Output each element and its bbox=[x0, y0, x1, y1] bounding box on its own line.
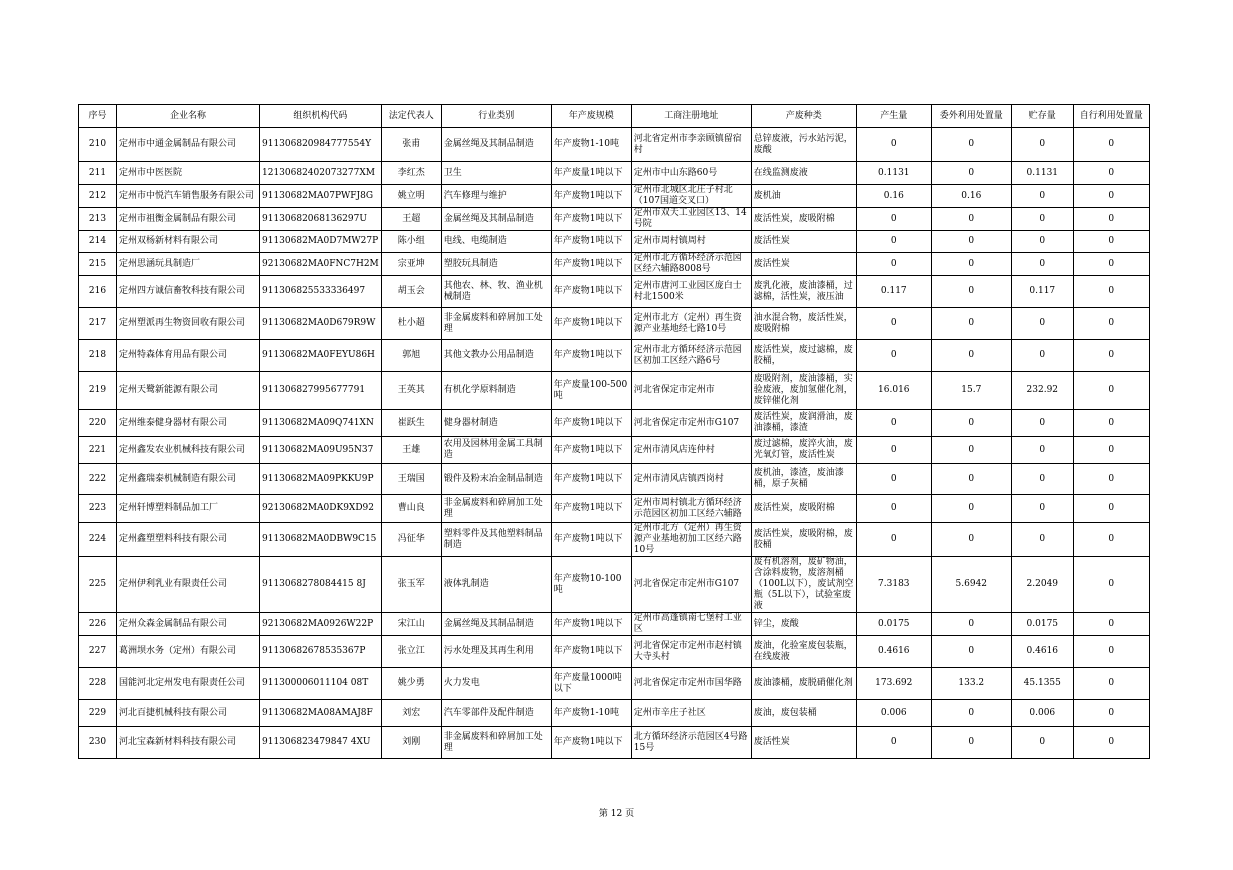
cell-org-code: 91130682MA07PWFJ8G bbox=[260, 185, 382, 208]
cell-company: 定州鑫发农业机械科技有限公司 bbox=[117, 437, 260, 464]
cell-annual-scale: 年产废物1吨以下 bbox=[551, 340, 631, 372]
header-annual-scale: 年产废规模 bbox=[551, 105, 631, 128]
cell-company: 定州鑫塑塑料科技有限公司 bbox=[117, 523, 260, 557]
cell-stored: 45.1355 bbox=[1011, 668, 1073, 700]
table-row bbox=[79, 372, 1150, 410]
cell-seq: 224 bbox=[79, 523, 117, 557]
cell-legal-rep: 杜小超 bbox=[381, 308, 441, 340]
cell-org-code: 9113068278084415 8J bbox=[260, 557, 382, 613]
cell-address: 定州市北方（定州）再生资源产业基地经七路10号 bbox=[631, 308, 751, 340]
cell-org-code: 91130682678535367P bbox=[260, 636, 382, 668]
cell-self-disposed: 0 bbox=[1073, 185, 1149, 208]
cell-generated: 0.16 bbox=[856, 185, 931, 208]
table-row bbox=[79, 700, 1150, 727]
table-row bbox=[79, 464, 1150, 495]
cell-outsourced: 0 bbox=[931, 276, 1011, 308]
table-row bbox=[79, 557, 1150, 613]
cell-outsourced: 0 bbox=[931, 464, 1011, 495]
cell-stored: 0 bbox=[1011, 185, 1073, 208]
cell-generated: 0 bbox=[856, 464, 931, 495]
cell-annual-scale: 年产废物1吨以下 bbox=[551, 185, 631, 208]
cell-company: 定州市中悦汽车销售服务有限公司 bbox=[117, 185, 260, 208]
cell-waste-types: 废油，化验室废包装瓶，在线废液 bbox=[751, 636, 856, 668]
cell-self-disposed: 0 bbox=[1073, 668, 1149, 700]
cell-seq: 213 bbox=[79, 208, 117, 231]
cell-stored: 0 bbox=[1011, 727, 1073, 759]
table-row bbox=[79, 727, 1150, 759]
cell-outsourced: 0 bbox=[931, 128, 1011, 162]
cell-generated: 0 bbox=[856, 340, 931, 372]
cell-annual-scale: 年产废量1吨以下 bbox=[551, 162, 631, 185]
cell-waste-types: 油水混合物，废活性炭，废吸附棉 bbox=[751, 308, 856, 340]
cell-outsourced: 0 bbox=[931, 495, 1011, 523]
cell-company: 国能河北定州发电有限责任公司 bbox=[117, 668, 260, 700]
table-row bbox=[79, 495, 1150, 523]
cell-generated: 0 bbox=[856, 308, 931, 340]
cell-legal-rep: 张甫 bbox=[381, 128, 441, 162]
cell-industry: 汽车修理与维护 bbox=[441, 185, 551, 208]
cell-org-code: 12130682402073277XM bbox=[260, 162, 382, 185]
cell-self-disposed: 0 bbox=[1073, 557, 1149, 613]
cell-legal-rep: 宗亚坤 bbox=[381, 253, 441, 276]
cell-outsourced: 0.16 bbox=[931, 185, 1011, 208]
cell-industry: 非金属废料和碎屑加工处理 bbox=[441, 495, 551, 523]
cell-industry: 卫生 bbox=[441, 162, 551, 185]
cell-generated: 0 bbox=[856, 231, 931, 253]
cell-waste-types: 废活性炭，废过滤棉，废胶桶， bbox=[751, 340, 856, 372]
cell-address: 定州市中山东路60号 bbox=[631, 162, 751, 185]
cell-industry: 非金属废料和碎屑加工处理 bbox=[441, 727, 551, 759]
cell-industry: 健身器材制造 bbox=[441, 410, 551, 437]
cell-address: 河北省定州市李亲顾镇留宿村 bbox=[631, 128, 751, 162]
cell-stored: 0.117 bbox=[1011, 276, 1073, 308]
table-row bbox=[79, 231, 1150, 253]
cell-annual-scale: 年产废物1吨以下 bbox=[551, 727, 631, 759]
table-row bbox=[79, 613, 1150, 636]
cell-seq: 216 bbox=[79, 276, 117, 308]
cell-outsourced: 0 bbox=[931, 700, 1011, 727]
cell-seq: 229 bbox=[79, 700, 117, 727]
cell-company: 河北百捷机械科技有限公司 bbox=[117, 700, 260, 727]
cell-outsourced: 0 bbox=[931, 613, 1011, 636]
cell-generated: 0 bbox=[856, 495, 931, 523]
cell-industry: 塑料零件及其他塑料制品制造 bbox=[441, 523, 551, 557]
cell-outsourced: 0 bbox=[931, 162, 1011, 185]
cell-org-code: 91130682MA0D679R9W bbox=[260, 308, 382, 340]
cell-company: 定州四方诚信畜牧科技有限公司 bbox=[117, 276, 260, 308]
cell-waste-types: 废乳化液，废油漆桶，过滤棉，活性炭，液压油 bbox=[751, 276, 856, 308]
cell-org-code: 911306825533336497 bbox=[260, 276, 382, 308]
header-waste-types: 产废种类 bbox=[751, 105, 856, 128]
cell-generated: 7.3183 bbox=[856, 557, 931, 613]
cell-annual-scale: 年产废物10-100吨 bbox=[551, 557, 631, 613]
cell-annual-scale: 年产废物1-10吨 bbox=[551, 700, 631, 727]
cell-self-disposed: 0 bbox=[1073, 208, 1149, 231]
cell-waste-types: 总锌废液，污水站污泥，废酸 bbox=[751, 128, 856, 162]
cell-industry: 金属丝绳及其制品制造 bbox=[441, 613, 551, 636]
cell-waste-types: 锌尘，废酸 bbox=[751, 613, 856, 636]
cell-industry: 汽车零部件及配件制造 bbox=[441, 700, 551, 727]
cell-industry: 农用及园林用金属工具制造 bbox=[441, 437, 551, 464]
cell-self-disposed: 0 bbox=[1073, 495, 1149, 523]
cell-waste-types: 废活性炭 bbox=[751, 231, 856, 253]
cell-self-disposed: 0 bbox=[1073, 464, 1149, 495]
cell-org-code: 91130682MA08AMAJ8F bbox=[260, 700, 382, 727]
cell-address: 定州市辛庄子社区 bbox=[631, 700, 751, 727]
cell-industry: 污水处理及其再生利用 bbox=[441, 636, 551, 668]
table-row bbox=[79, 208, 1150, 231]
cell-outsourced: 133.2 bbox=[931, 668, 1011, 700]
table-row bbox=[79, 340, 1150, 372]
cell-industry: 金属丝绳及其制品制造 bbox=[441, 128, 551, 162]
cell-company: 定州轩博塑料制品加工厂 bbox=[117, 495, 260, 523]
cell-org-code: 91130682MA09Q741XN bbox=[260, 410, 382, 437]
cell-org-code: 91130682MA0DBW9C15 bbox=[260, 523, 382, 557]
cell-company: 定州思涵玩具制造厂 bbox=[117, 253, 260, 276]
cell-org-code: 911300006011104 08T bbox=[260, 668, 382, 700]
cell-address: 定州市清风店镇西岗村 bbox=[631, 464, 751, 495]
cell-industry: 非金属废料和碎屑加工处理 bbox=[441, 308, 551, 340]
cell-legal-rep: 陈小组 bbox=[381, 231, 441, 253]
header-self-disposed: 自行利用处置量 bbox=[1073, 105, 1149, 128]
cell-waste-types: 废油漆桶，废脱硝催化剂 bbox=[751, 668, 856, 700]
cell-generated: 0.006 bbox=[856, 700, 931, 727]
cell-annual-scale: 年产废量100-500吨 bbox=[551, 372, 631, 410]
cell-company: 定州塑派再生物资回收有限公司 bbox=[117, 308, 260, 340]
cell-waste-types: 废活性炭，废吸附棉 bbox=[751, 495, 856, 523]
cell-outsourced: 0 bbox=[931, 231, 1011, 253]
cell-self-disposed: 0 bbox=[1073, 700, 1149, 727]
cell-company: 定州天鹭新能源有限公司 bbox=[117, 372, 260, 410]
header-generated: 产生量 bbox=[856, 105, 931, 128]
cell-industry: 其他农、林、牧、渔业机械制造 bbox=[441, 276, 551, 308]
cell-annual-scale: 年产废物1吨以下 bbox=[551, 437, 631, 464]
cell-stored: 0.0175 bbox=[1011, 613, 1073, 636]
cell-self-disposed: 0 bbox=[1073, 523, 1149, 557]
cell-industry: 塑胶玩具制造 bbox=[441, 253, 551, 276]
cell-annual-scale: 年产废物1吨以下 bbox=[551, 523, 631, 557]
cell-generated: 0.0175 bbox=[856, 613, 931, 636]
table-row bbox=[79, 128, 1150, 162]
cell-org-code: 911306820984777554Y bbox=[260, 128, 382, 162]
cell-address: 定州市北方循环经济示范园区经六辅路8008号 bbox=[631, 253, 751, 276]
cell-self-disposed: 0 bbox=[1073, 128, 1149, 162]
cell-self-disposed: 0 bbox=[1073, 727, 1149, 759]
cell-waste-types: 废活性炭 bbox=[751, 253, 856, 276]
cell-stored: 0 bbox=[1011, 437, 1073, 464]
cell-seq: 226 bbox=[79, 613, 117, 636]
table-row bbox=[79, 185, 1150, 208]
table-row bbox=[79, 276, 1150, 308]
cell-annual-scale: 年产废物1吨以下 bbox=[551, 208, 631, 231]
cell-org-code: 91130682MA0FEYU86H bbox=[260, 340, 382, 372]
cell-seq: 227 bbox=[79, 636, 117, 668]
cell-waste-types: 废过滤棉，废淬火油，废光氧灯管，废活性炭 bbox=[751, 437, 856, 464]
cell-address: 河北省保定市定州市G107 bbox=[631, 557, 751, 613]
header-org-code: 组织机构代码 bbox=[260, 105, 382, 128]
cell-self-disposed: 0 bbox=[1073, 231, 1149, 253]
cell-self-disposed: 0 bbox=[1073, 162, 1149, 185]
table-row bbox=[79, 162, 1150, 185]
cell-outsourced: 5.6942 bbox=[931, 557, 1011, 613]
cell-stored: 0.006 bbox=[1011, 700, 1073, 727]
cell-stored: 0 bbox=[1011, 410, 1073, 437]
cell-generated: 173.692 bbox=[856, 668, 931, 700]
cell-company: 定州维泰健身器材有限公司 bbox=[117, 410, 260, 437]
cell-annual-scale: 年产废物1吨以下 bbox=[551, 231, 631, 253]
cell-seq: 219 bbox=[79, 372, 117, 410]
cell-org-code: 91130682MA0D7MW27P bbox=[260, 231, 382, 253]
cell-legal-rep: 崔跃生 bbox=[381, 410, 441, 437]
cell-org-code: 92130682MA0DK9XD92 bbox=[260, 495, 382, 523]
cell-generated: 0.1131 bbox=[856, 162, 931, 185]
cell-self-disposed: 0 bbox=[1073, 276, 1149, 308]
cell-org-code: 92130682MA0FNC7H2M bbox=[260, 253, 382, 276]
cell-company: 定州市中医医院 bbox=[117, 162, 260, 185]
cell-self-disposed: 0 bbox=[1073, 253, 1149, 276]
table-row bbox=[79, 410, 1150, 437]
table-header-row bbox=[79, 105, 1150, 128]
cell-address: 河北省保定市定州市国华路 bbox=[631, 668, 751, 700]
table-row bbox=[79, 636, 1150, 668]
cell-seq: 222 bbox=[79, 464, 117, 495]
cell-stored: 0 bbox=[1011, 308, 1073, 340]
cell-stored: 0 bbox=[1011, 128, 1073, 162]
cell-waste-types: 废吸附剂，废油漆桶，实验废液，废加氢催化剂，废锌催化剂 bbox=[751, 372, 856, 410]
cell-waste-types: 废机油 bbox=[751, 185, 856, 208]
cell-address: 北方循环经济示范园区4号路15号 bbox=[631, 727, 751, 759]
cell-generated: 0 bbox=[856, 128, 931, 162]
cell-stored: 0 bbox=[1011, 523, 1073, 557]
cell-company: 定州市中通金属制品有限公司 bbox=[117, 128, 260, 162]
cell-industry: 电线、电缆制造 bbox=[441, 231, 551, 253]
cell-outsourced: 0 bbox=[931, 523, 1011, 557]
cell-seq: 215 bbox=[79, 253, 117, 276]
cell-seq: 221 bbox=[79, 437, 117, 464]
header-legal-rep: 法定代表人 bbox=[381, 105, 441, 128]
cell-company: 定州鑫瑞泰机械制造有限公司 bbox=[117, 464, 260, 495]
cell-industry: 其他文教办公用品制造 bbox=[441, 340, 551, 372]
cell-self-disposed: 0 bbox=[1073, 613, 1149, 636]
cell-org-code: 911306827995677791 bbox=[260, 372, 382, 410]
cell-waste-types: 在线监测废液 bbox=[751, 162, 856, 185]
cell-address: 河北省保定市定州市 bbox=[631, 372, 751, 410]
cell-industry: 火力发电 bbox=[441, 668, 551, 700]
cell-legal-rep: 冯征华 bbox=[381, 523, 441, 557]
cell-waste-types: 废活性炭，废吸附棉 bbox=[751, 208, 856, 231]
cell-address: 河北省保定市定州市赵村镇大寺头村 bbox=[631, 636, 751, 668]
cell-outsourced: 0 bbox=[931, 208, 1011, 231]
cell-legal-rep: 李红杰 bbox=[381, 162, 441, 185]
cell-annual-scale: 年产废物1吨以下 bbox=[551, 253, 631, 276]
cell-seq: 223 bbox=[79, 495, 117, 523]
header-company: 企业名称 bbox=[117, 105, 260, 128]
cell-seq: 217 bbox=[79, 308, 117, 340]
cell-generated: 0 bbox=[856, 523, 931, 557]
cell-stored: 232.92 bbox=[1011, 372, 1073, 410]
cell-waste-types: 废有机溶剂，废矿物油，含涂料废物，废溶剂桶（100L以下），废试剂空瓶（5L以下），试验室废液 bbox=[751, 557, 856, 613]
header-outsourced: 委外利用处置量 bbox=[931, 105, 1011, 128]
cell-legal-rep: 王英其 bbox=[381, 372, 441, 410]
cell-self-disposed: 0 bbox=[1073, 410, 1149, 437]
cell-company: 定州双杨新材料有限公司 bbox=[117, 231, 260, 253]
cell-stored: 0.1131 bbox=[1011, 162, 1073, 185]
cell-seq: 230 bbox=[79, 727, 117, 759]
table-row bbox=[79, 437, 1150, 464]
cell-legal-rep: 王瑞国 bbox=[381, 464, 441, 495]
cell-self-disposed: 0 bbox=[1073, 372, 1149, 410]
cell-stored: 0 bbox=[1011, 495, 1073, 523]
cell-seq: 214 bbox=[79, 231, 117, 253]
cell-legal-rep: 刘宏 bbox=[381, 700, 441, 727]
table-row bbox=[79, 523, 1150, 557]
cell-industry: 锻件及粉末冶金制品制造 bbox=[441, 464, 551, 495]
cell-self-disposed: 0 bbox=[1073, 340, 1149, 372]
cell-company: 定州伊利乳业有限责任公司 bbox=[117, 557, 260, 613]
cell-self-disposed: 0 bbox=[1073, 308, 1149, 340]
cell-seq: 220 bbox=[79, 410, 117, 437]
header-industry: 行业类别 bbox=[441, 105, 551, 128]
table-body bbox=[79, 128, 1150, 759]
cell-outsourced: 0 bbox=[931, 727, 1011, 759]
cell-legal-rep: 宋江山 bbox=[381, 613, 441, 636]
cell-generated: 0.4616 bbox=[856, 636, 931, 668]
cell-generated: 0 bbox=[856, 208, 931, 231]
cell-org-code: 91130682MA09U95N37 bbox=[260, 437, 382, 464]
cell-waste-types: 废活性炭 bbox=[751, 727, 856, 759]
cell-org-code: 92130682MA0926W22P bbox=[260, 613, 382, 636]
cell-self-disposed: 0 bbox=[1073, 437, 1149, 464]
cell-outsourced: 0 bbox=[931, 410, 1011, 437]
cell-company: 定州特森体育用品有限公司 bbox=[117, 340, 260, 372]
cell-generated: 0 bbox=[856, 410, 931, 437]
cell-stored: 0.4616 bbox=[1011, 636, 1073, 668]
cell-address: 定州市清风店连仲村 bbox=[631, 437, 751, 464]
waste-enterprise-table bbox=[78, 104, 1150, 759]
cell-address: 河北省保定市定州市G107 bbox=[631, 410, 751, 437]
cell-industry: 金属丝绳及其制品制造 bbox=[441, 208, 551, 231]
cell-address: 定州市双天工业园区13、14号院 bbox=[631, 208, 751, 231]
cell-annual-scale: 年产废物1吨以下 bbox=[551, 613, 631, 636]
cell-legal-rep: 姚少勇 bbox=[381, 668, 441, 700]
cell-annual-scale: 年产废物1吨以下 bbox=[551, 276, 631, 308]
cell-outsourced: 0 bbox=[931, 308, 1011, 340]
cell-annual-scale: 年产废物1吨以下 bbox=[551, 495, 631, 523]
cell-outsourced: 0 bbox=[931, 340, 1011, 372]
cell-legal-rep: 姚立明 bbox=[381, 185, 441, 208]
cell-seq: 225 bbox=[79, 557, 117, 613]
cell-annual-scale: 年产废物1吨以下 bbox=[551, 636, 631, 668]
cell-annual-scale: 年产废物1吨以下 bbox=[551, 308, 631, 340]
cell-outsourced: 0 bbox=[931, 636, 1011, 668]
cell-address: 定州市唐河工业园区庞白士村北1500米 bbox=[631, 276, 751, 308]
cell-company: 河北宝森新材料科技有限公司 bbox=[117, 727, 260, 759]
cell-stored: 0 bbox=[1011, 464, 1073, 495]
table-row bbox=[79, 308, 1150, 340]
cell-industry: 有机化学原料制造 bbox=[441, 372, 551, 410]
cell-legal-rep: 王雄 bbox=[381, 437, 441, 464]
cell-generated: 16.016 bbox=[856, 372, 931, 410]
cell-outsourced: 15.7 bbox=[931, 372, 1011, 410]
cell-self-disposed: 0 bbox=[1073, 636, 1149, 668]
cell-generated: 0 bbox=[856, 727, 931, 759]
cell-seq: 212 bbox=[79, 185, 117, 208]
cell-stored: 0 bbox=[1011, 340, 1073, 372]
cell-org-code: 911306823479847 4XU bbox=[260, 727, 382, 759]
cell-address: 定州市北方循环经济示范园区初加工区经六路6号 bbox=[631, 340, 751, 372]
cell-waste-types: 废活性炭，废润滑油，废油漆桶，漆渣 bbox=[751, 410, 856, 437]
cell-seq: 228 bbox=[79, 668, 117, 700]
table-row bbox=[79, 253, 1150, 276]
cell-legal-rep: 胡玉会 bbox=[381, 276, 441, 308]
header-stored: 贮存量 bbox=[1011, 105, 1073, 128]
cell-industry: 液体乳制造 bbox=[441, 557, 551, 613]
cell-outsourced: 0 bbox=[931, 253, 1011, 276]
cell-generated: 0 bbox=[856, 253, 931, 276]
cell-legal-rep: 曹山良 bbox=[381, 495, 441, 523]
cell-org-code: 91130682068136297U bbox=[260, 208, 382, 231]
cell-company: 葛洲坝水务（定州）有限公司 bbox=[117, 636, 260, 668]
cell-seq: 218 bbox=[79, 340, 117, 372]
cell-annual-scale: 年产废物1-10吨 bbox=[551, 128, 631, 162]
cell-annual-scale: 年产废量1000吨以下 bbox=[551, 668, 631, 700]
cell-annual-scale: 年产废物1吨以下 bbox=[551, 410, 631, 437]
cell-stored: 0 bbox=[1011, 253, 1073, 276]
table-row bbox=[79, 668, 1150, 700]
cell-address: 定州市北城区北庄子村北（107国道交叉口） bbox=[631, 185, 751, 208]
cell-waste-types: 废活性炭，废吸附棉，废胶桶 bbox=[751, 523, 856, 557]
cell-org-code: 91130682MA09PKKU9P bbox=[260, 464, 382, 495]
header-seq: 序号 bbox=[79, 105, 117, 128]
cell-annual-scale: 年产废物1吨以下 bbox=[551, 464, 631, 495]
cell-stored: 0 bbox=[1011, 208, 1073, 231]
cell-address: 定州市周村镇周村 bbox=[631, 231, 751, 253]
cell-legal-rep: 张立江 bbox=[381, 636, 441, 668]
cell-legal-rep: 王超 bbox=[381, 208, 441, 231]
cell-address: 定州市高蓬镇南七堡村工业区 bbox=[631, 613, 751, 636]
cell-legal-rep: 刘刚 bbox=[381, 727, 441, 759]
cell-waste-types: 废机油，漆渣，废油漆桶，原子灰桶 bbox=[751, 464, 856, 495]
cell-stored: 2.2049 bbox=[1011, 557, 1073, 613]
cell-generated: 0.117 bbox=[856, 276, 931, 308]
cell-address: 定州市北方（定州）再生资源产业基地初加工区经六路10号 bbox=[631, 523, 751, 557]
cell-legal-rep: 郭旭 bbox=[381, 340, 441, 372]
cell-company: 定州众森金属制品有限公司 bbox=[117, 613, 260, 636]
cell-outsourced: 0 bbox=[931, 437, 1011, 464]
cell-waste-types: 废油，废包装桶 bbox=[751, 700, 856, 727]
cell-seq: 211 bbox=[79, 162, 117, 185]
header-address: 工商注册地址 bbox=[631, 105, 751, 128]
cell-address: 定州市周村镇北方循环经济示范园区初加工区经六辅路 bbox=[631, 495, 751, 523]
page-number: 第 12 页 bbox=[598, 809, 635, 819]
cell-stored: 0 bbox=[1011, 231, 1073, 253]
cell-generated: 0 bbox=[856, 437, 931, 464]
cell-legal-rep: 张玉军 bbox=[381, 557, 441, 613]
cell-company: 定州市祖衡金属制品有限公司 bbox=[117, 208, 260, 231]
cell-seq: 210 bbox=[79, 128, 117, 162]
